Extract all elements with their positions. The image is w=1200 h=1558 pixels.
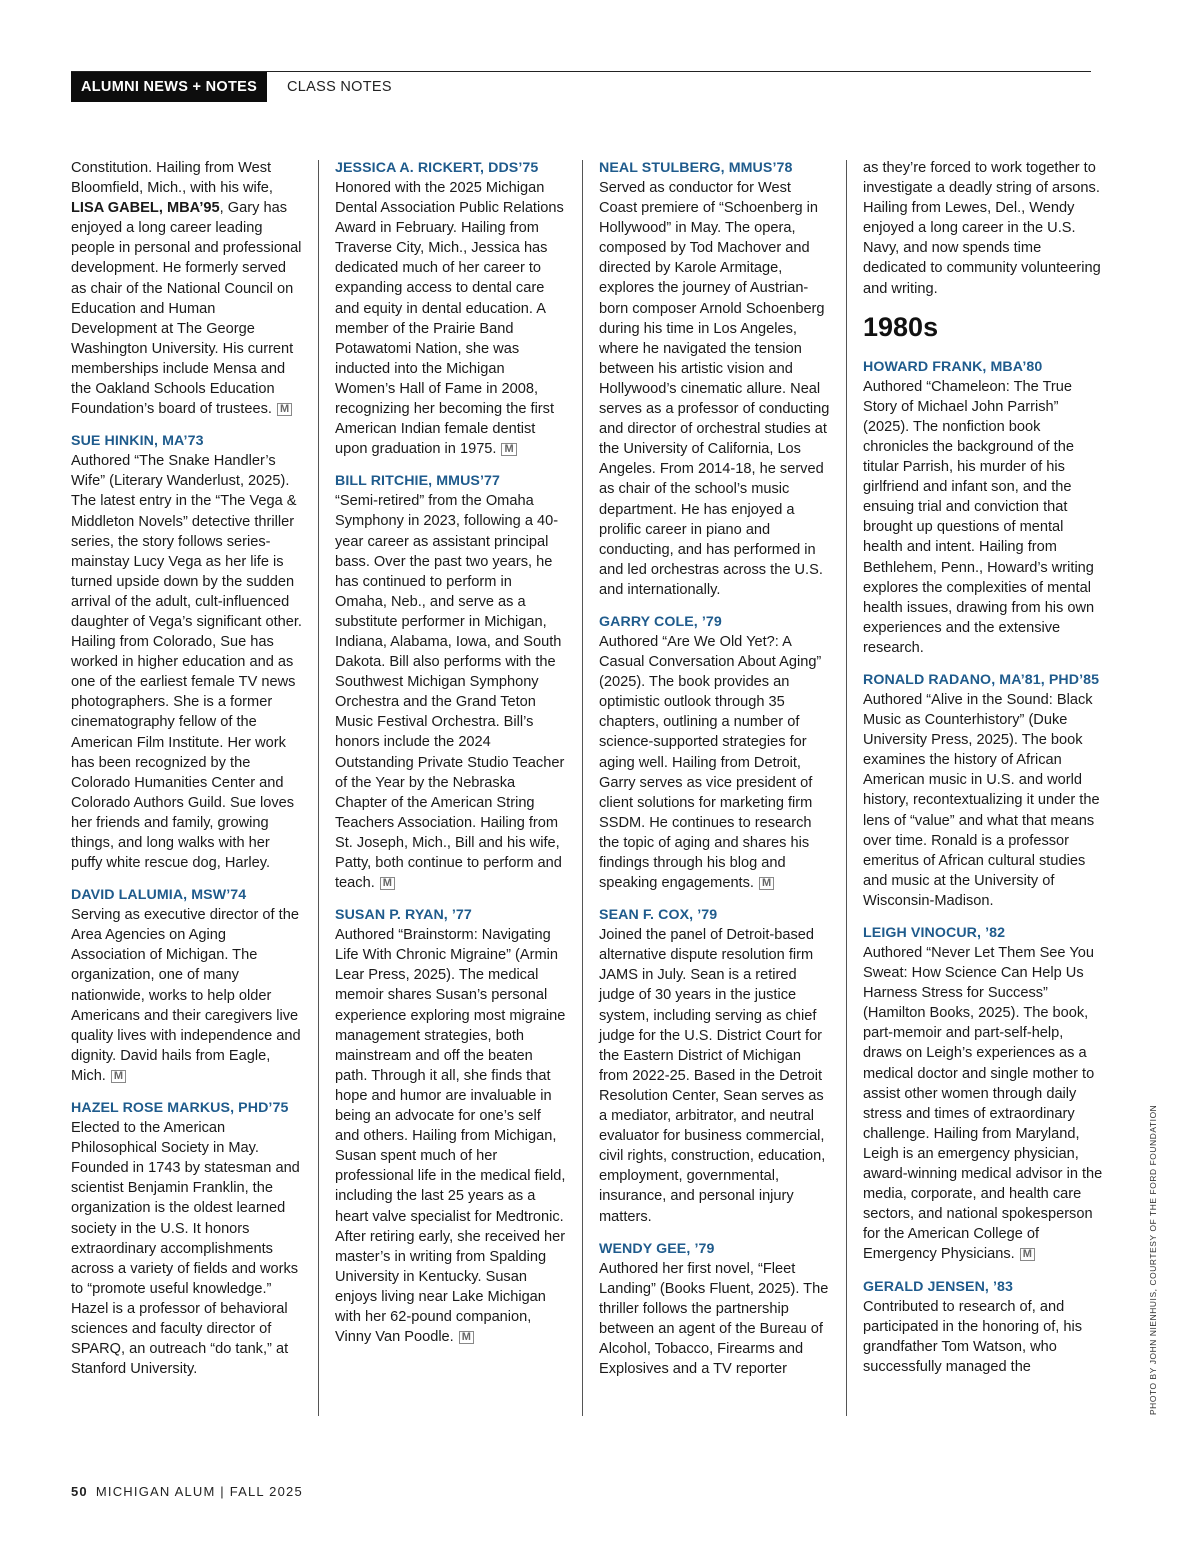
column-divider bbox=[318, 160, 319, 1416]
alumni-name: HOWARD FRANK, MBA’80 bbox=[863, 358, 1043, 375]
class-note bbox=[863, 1277, 1105, 1377]
class-note bbox=[599, 612, 831, 893]
note-body-text: Serving as executive director of the Area Agencies on Aging Association of Michigan. The organization, one of many nationwide, works to help older Americans and their caregivers live quality lives with independence and dignity. David hails from Eagle, Mich. bbox=[71, 907, 301, 1084]
note-body-text: Honored with the 2025 Michigan Dental Association Public Relations Award in February. Hailing from Traverse City, Mich., Jessica has dedicated much of her career to expanding access to dental care and equity in dental education. A member of the Prairie Band Potawatomi Nation, she was inducted into the Michigan Women’s Hall of Fame in 2008, recognizing her becoming the first American Indian female dentist upon graduation in 1975. bbox=[335, 180, 564, 458]
note-body-text: Authored “Brainstorm: Navigating Life With Chronic Migraine” (Armin Lear Press, 2025). The medical memoir shares Susan’s personal experience exploring most migraine management strategies, both mainstream and off the beaten path. Through it all, she finds that hope and humor are invaluable in being an advocate for one’s self and others. Hailing from Michigan, Susan spent much of her professional life in the medical field, including the last 25 years as a heart valve specialist for Medtronic. After retiring early, she received her master’s in writing from Spalding University in Kentucky. Susan enjoys living near Lake Michigan with her 62-pound companion, Vinny Van Poodle. bbox=[335, 927, 566, 1346]
page-footer bbox=[71, 1484, 303, 1499]
class-note bbox=[71, 431, 303, 873]
class-note bbox=[335, 158, 567, 459]
note-body-text: “Semi-retired” from the Omaha Symphony in 2023, following a 40-year career as assistant principal bass. Over the past two years, he has continued to perform in Omaha, Neb., and serve as a substitute performer in Michigan, Indiana, Alabama, Iowa, and South Dakota. Bill also performs with the Southwest Michigan Symphony Orchestra and the Grand Teton Music Festival Orchestra. Bill’s honors include the 2024 Outstanding Private Studio Teacher of the Year by the Nebraska Chapter of the American String Teachers Association. Hailing from St. Joseph, Mich., Bill and his wife, Patty, both continue to perform and teach. bbox=[335, 493, 565, 892]
note-body bbox=[335, 925, 567, 1347]
note-body: Authored “Alive in the Sound: Black Music as Counterhistory” (Duke University Press, 2025). The book examines the history of African American music in U.S. and world history, recontextualizing it under the lens of “value” and what that means over time. Ronald is a professor emeritus of African cultural studies and music at the University of Wisconsin-Madison. bbox=[863, 691, 1100, 909]
column-divider bbox=[846, 160, 847, 1416]
block-m-icon: M bbox=[277, 403, 292, 416]
column-2 bbox=[335, 158, 567, 1359]
note-body: Authored “The Snake Handler’s Wife” (Literary Wanderlust, 2025). The latest entry in the “The Vega & Middleton Novels” detective thriller series, the story follows series-mainstay Lucy Vega as her life is turned upside down by the sudden arrival of the adult, cult-influenced daughter of Vega’s significant other. Hailing from Colorado, Sue has worked in higher education and as one of the earliest female TV news photographers. She is a former cinematography fellow of the American Film Institute. Her work has been recognized by the Colorado Humanities Center and Colorado Authors Guild. Sue loves her friends and family, growing things, and long walks with her puffy white rescue dog, Harley. bbox=[71, 453, 302, 872]
lead-text: Constitution. Hailing from West Bloomfield, Mich., with his wife, bbox=[71, 160, 273, 197]
alumni-name: DAVID LALUMIA, MSW’74 bbox=[71, 887, 247, 904]
lead-text: , Gary has enjoyed a long career leading people in personal and professional development. He formerly served as chair of the National Council on Education and Human Development at The George Washington University. His current memberships include Mensa and the Oakland Schools Education Foundation’s board of trustees. bbox=[71, 200, 302, 418]
note-body bbox=[71, 905, 303, 1086]
alumni-name: JESSICA A. RICKERT, DDS’75 bbox=[335, 160, 539, 176]
alumni-name: GERALD JENSEN, ’83 bbox=[863, 1278, 1014, 1295]
class-note bbox=[71, 1098, 303, 1379]
column-divider bbox=[582, 160, 583, 1416]
alumni-name: SUSAN P. RYAN, ’77 bbox=[335, 907, 472, 924]
class-note bbox=[599, 905, 831, 1226]
section-tag[interactable]: ALUMNI NEWS + NOTES bbox=[71, 72, 267, 102]
note-body: Contributed to research of, and participated in the honoring of, his grandfather Tom Watson, who successfully managed the bbox=[863, 1298, 1083, 1375]
alumni-name: BILL RITCHIE, MMUS’77 bbox=[335, 473, 501, 490]
column-3 bbox=[599, 158, 831, 1391]
photo-credit: PHOTO BY JOHN NIENHUIS, COURTESY OF THE FORD FOUNDATION bbox=[1148, 1104, 1158, 1415]
class-note bbox=[863, 357, 1105, 658]
class-note bbox=[599, 158, 831, 600]
note-body: Authored “Chameleon: The True Story of Michael John Parrish” (2025). The nonfiction book chronicles the background of the titular Parrish, his murder of his girlfriend and infant son, and the ensuing trial and conviction that brought up questions of mental health and intent. Hailing from Bethlehem, Penn., Howard’s writing explores the complexities of mental health issues, drawing from his own experiences and the extensive research. bbox=[863, 378, 1095, 656]
block-m-icon: M bbox=[111, 1070, 126, 1083]
alumni-name: LEIGH VINOCUR, ’82 bbox=[863, 925, 1006, 941]
class-note bbox=[599, 1239, 831, 1380]
note-body: Served as conductor for West Coast premiere of “Schoenberg in Hollywood” in May. The opera, composed by Tod Machover and directed by Karole Armitage, explores the journey of Austrian-born composer Arnold Schoenberg during his time in Los Angeles, where he navigated the tension between his artistic vision and Hollywood’s cinematic allure. Neal serves as a professor of conducting and director of orchestral studies at the University of California, Los Angeles. From 2014-18, he served as chair of the school’s music department. He has enjoyed a prolific career in piano and conducting, and has performed in and led orchestras across the U.S. and internationally. bbox=[599, 180, 830, 598]
block-m-icon: M bbox=[1020, 1248, 1035, 1261]
alumni-name: WENDY GEE, ’79 bbox=[599, 1240, 715, 1257]
block-m-icon: M bbox=[459, 1331, 474, 1344]
class-note bbox=[863, 923, 1105, 1265]
class-note bbox=[863, 670, 1105, 911]
note-body bbox=[599, 632, 831, 893]
column-4 bbox=[863, 158, 1105, 1389]
spouse-name: LISA GABEL, MBA’95 bbox=[71, 200, 220, 217]
alumni-name: GARRY COLE, ’79 bbox=[599, 613, 722, 630]
note-body bbox=[863, 943, 1105, 1265]
continued-note bbox=[71, 158, 303, 419]
alumni-name: RONALD RADANO, MA’81, PHD’85 bbox=[863, 671, 1100, 688]
alumni-name: SEAN F. COX, ’79 bbox=[599, 907, 718, 924]
publication-name: MICHIGAN ALUM | FALL 2025 bbox=[95, 1484, 303, 1499]
subsection-tag[interactable]: CLASS NOTES bbox=[287, 79, 392, 95]
note-body-text: Authored “Never Let Them See You Sweat: How Science Can Help Us Harness Stress for Success” (Hamilton Books, 2025). The book, part-memoir and part-self-help, draws on Leigh’s experiences as a medical doctor and single mother to assist other women through daily stress and times of extraordinary challenge. Hailing from Maryland, Leigh is an emergency physician, award-winning medical advisor in the media, corporate, and health care sectors, and national spokesperson for the American College of Emergency Physicians. bbox=[863, 945, 1103, 1263]
block-m-icon: M bbox=[380, 877, 395, 890]
note-body bbox=[335, 178, 567, 459]
note-body: Authored her first novel, “Fleet Landing” (Books Fluent, 2025). The thriller follows the partnership between an agent of the Bureau of Alcohol, Tobacco, Firearms and Explosives and a TV reporter bbox=[599, 1260, 829, 1378]
alumni-name: SUE HINKIN, MA’73 bbox=[71, 433, 204, 450]
note-body: Elected to the American Philosophical Society in May. Founded in 1743 by statesman and scientist Benjamin Franklin, the organization is the oldest learned society in the U.S. It honors extraordinary accomplishments across a variety of fields and works to “promote useful knowledge.” Hazel is a professor of behavioral sciences and faculty director of SPARQ, an outreach “do tank,” at Stanford University. bbox=[71, 1120, 300, 1378]
class-note bbox=[335, 471, 567, 893]
block-m-icon: M bbox=[501, 443, 516, 456]
note-body bbox=[335, 491, 567, 893]
note-body-text: Authored “Are We Old Yet?: A Casual Conversation About Aging” (2025). The book provides an optimistic outlook through 35 chapters, outlining a number of science-supported strategies for aging well. Hailing from Detroit, Garry serves as vice president of client solutions for marketing firm SSDM. He continues to research the topic of aging and shares his findings through his blog and speaking engagements. bbox=[599, 633, 822, 892]
class-note bbox=[335, 905, 567, 1347]
alumni-name: NEAL STULBERG, MMUS’78 bbox=[599, 160, 793, 176]
class-note bbox=[71, 885, 303, 1086]
note-body: Joined the panel of Detroit-based alternative dispute resolution firm JAMS in July. Sean is a retired judge of 30 years in the justice system, including serving as chief judge for the U.S. District Court for the Eastern District of Michigan from 2022-25. Based in the Detroit Resolution Center, Sean serves as a mediator, arbitrator, and neutral evaluator for business commercial, civil rights, construction, education, employment, governmental, insurance, and personal injury matters. bbox=[599, 927, 826, 1225]
page-number: 50 bbox=[71, 1484, 88, 1499]
continued-note: as they’re forced to work together to investigate a deadly string of arsons. Hailing from Lewes, Del., Wendy enjoyed a long career in the U.S. Navy, and now spends time dedicated to community volunteering and writing. bbox=[863, 160, 1101, 297]
column-1 bbox=[71, 158, 303, 1391]
block-m-icon: M bbox=[759, 877, 774, 890]
alumni-name: HAZEL ROSE MARKUS, PHD’75 bbox=[71, 1100, 289, 1117]
decade-heading: 1980s bbox=[863, 311, 939, 342]
